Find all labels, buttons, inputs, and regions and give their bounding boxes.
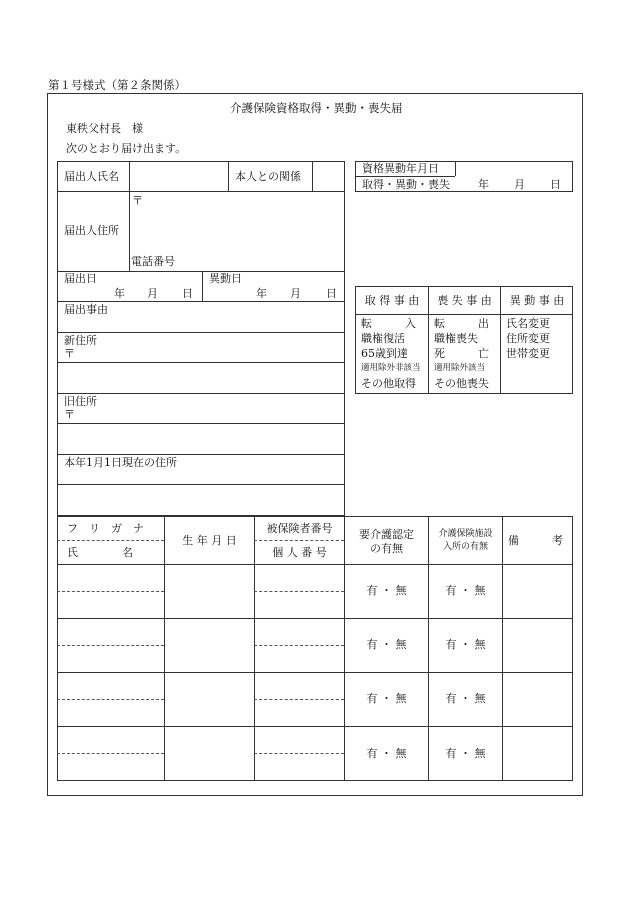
acquire-exempt-not[interactable]: 適用除外非該当	[361, 363, 421, 373]
table-row-name-field[interactable]	[59, 566, 162, 616]
form-title: 介護保険資格取得・異動・喪失届	[230, 101, 403, 115]
jan1-address-label: 本年1月1日現在の住所	[64, 456, 177, 469]
lose-transfer-out[interactable]: 転 出	[434, 317, 489, 330]
table-row-birthdate-field[interactable]	[166, 620, 252, 670]
table-row-remarks-field[interactable]	[504, 728, 571, 779]
acquire-header: 取 得 事 由	[364, 294, 420, 307]
acquire-transfer-in[interactable]: 転 入	[361, 317, 416, 330]
postal-mark: 〒	[132, 194, 143, 207]
table-row-birthdate-field[interactable]	[166, 728, 252, 779]
name-header: 氏 名	[67, 546, 133, 559]
insured-number-header: 被保険者番号	[266, 522, 333, 535]
lose-death[interactable]: 死 亡	[434, 347, 489, 360]
care-cert-yes-no[interactable]: 有 ・ 無	[366, 747, 407, 760]
change-date-field[interactable]	[204, 284, 343, 299]
furigana-header: フ リ ガ ナ	[67, 522, 144, 535]
table-row-remarks-field[interactable]	[504, 620, 571, 670]
applicant-name-field[interactable]	[131, 163, 226, 189]
qual-day: 日	[550, 178, 561, 191]
acquire-other[interactable]: その他取得	[361, 377, 416, 390]
birthdate-header: 生 年 月 日	[182, 534, 237, 547]
table-row-remarks-field[interactable]	[504, 566, 571, 616]
facility-header-1: 介護保険施設	[438, 529, 493, 539]
table-row-number-field[interactable]	[256, 566, 342, 616]
care-cert-yes-no[interactable]: 有 ・ 無	[366, 692, 407, 705]
old-postal-mark: 〒	[64, 408, 75, 421]
lose-exempt[interactable]: 適用除外該当	[434, 363, 486, 373]
reason-field[interactable]	[59, 317, 343, 330]
notify-year: 年	[114, 287, 125, 300]
care-cert-yes-no[interactable]: 有 ・ 無	[366, 638, 407, 651]
notify-month: 月	[147, 287, 158, 300]
addressee: 東秩父村長 様	[66, 122, 143, 135]
new-postal-mark: 〒	[64, 347, 75, 360]
table-row-number-field[interactable]	[256, 728, 342, 779]
new-address-label: 新住所	[64, 334, 97, 347]
relationship-field[interactable]	[314, 163, 343, 189]
remarks-header: 備 考	[508, 534, 563, 547]
notify-day: 日	[182, 287, 193, 300]
phone-field[interactable]	[180, 252, 340, 269]
lose-header: 喪 失 事 由	[437, 294, 492, 307]
facility-yes-no[interactable]: 有 ・ 無	[445, 692, 486, 705]
table-row-number-field[interactable]	[256, 674, 342, 724]
applicant-address-label: 届出人住所	[64, 224, 119, 237]
change-address[interactable]: 住所変更	[506, 332, 550, 345]
change-header: 異 動 事 由	[509, 294, 565, 307]
table-row-number-field[interactable]	[256, 620, 342, 670]
qual-date-label: 資格異動年月日	[362, 162, 439, 175]
change-name[interactable]: 氏名変更	[506, 317, 550, 330]
change-year: 年	[256, 287, 267, 300]
qual-year: 年	[478, 178, 489, 191]
lose-other[interactable]: その他喪失	[434, 377, 489, 390]
jan1-address-field[interactable]	[59, 486, 343, 514]
intro-text: 次のとおり届け出ます。	[66, 142, 187, 155]
care-cert-yes-no[interactable]: 有 ・ 無	[366, 584, 407, 597]
care-cert-header-2: の有無	[370, 542, 403, 555]
lose-revoke[interactable]: 職権喪失	[434, 332, 478, 345]
change-household[interactable]: 世帯変更	[506, 347, 550, 360]
change-day: 日	[326, 287, 337, 300]
qual-month: 月	[514, 178, 525, 191]
table-row-name-field[interactable]	[59, 728, 162, 779]
change-date-label: 異動日	[209, 272, 242, 285]
applicant-address-field[interactable]	[131, 193, 343, 248]
care-cert-header-1: 要介護認定	[359, 528, 414, 541]
facility-yes-no[interactable]: 有 ・ 無	[445, 638, 486, 651]
relationship-label: 本人との関係	[235, 170, 301, 183]
facility-yes-no[interactable]: 有 ・ 無	[445, 584, 486, 597]
table-row-remarks-field[interactable]	[504, 674, 571, 724]
acquire-age65[interactable]: 65歳到達	[361, 347, 408, 360]
phone-label: 電話番号	[131, 255, 175, 268]
old-address-field[interactable]	[59, 425, 343, 453]
personal-number-header: 個 人 番 号	[272, 546, 327, 559]
table-row-birthdate-field[interactable]	[166, 566, 252, 616]
change-month: 月	[290, 287, 301, 300]
old-address-label: 旧住所	[64, 395, 97, 408]
acquire-reinstate[interactable]: 職権復活	[361, 332, 405, 345]
qual-date-row[interactable]: 取得・異動・喪失	[362, 178, 450, 191]
reason-label: 届出事由	[64, 303, 108, 316]
facility-yes-no[interactable]: 有 ・ 無	[445, 747, 486, 760]
notify-date-label: 届出日	[64, 272, 97, 285]
applicant-name-label: 届出人氏名	[64, 170, 119, 183]
form-number-label: 第１号様式（第２条関係）	[48, 78, 186, 92]
table-row-name-field[interactable]	[59, 674, 162, 724]
notify-date-field[interactable]	[59, 284, 200, 299]
table-row-name-field[interactable]	[59, 620, 162, 670]
facility-header-2: 入所の有無	[442, 542, 488, 552]
table-row-birthdate-field[interactable]	[166, 674, 252, 724]
new-address-field[interactable]	[59, 364, 343, 392]
